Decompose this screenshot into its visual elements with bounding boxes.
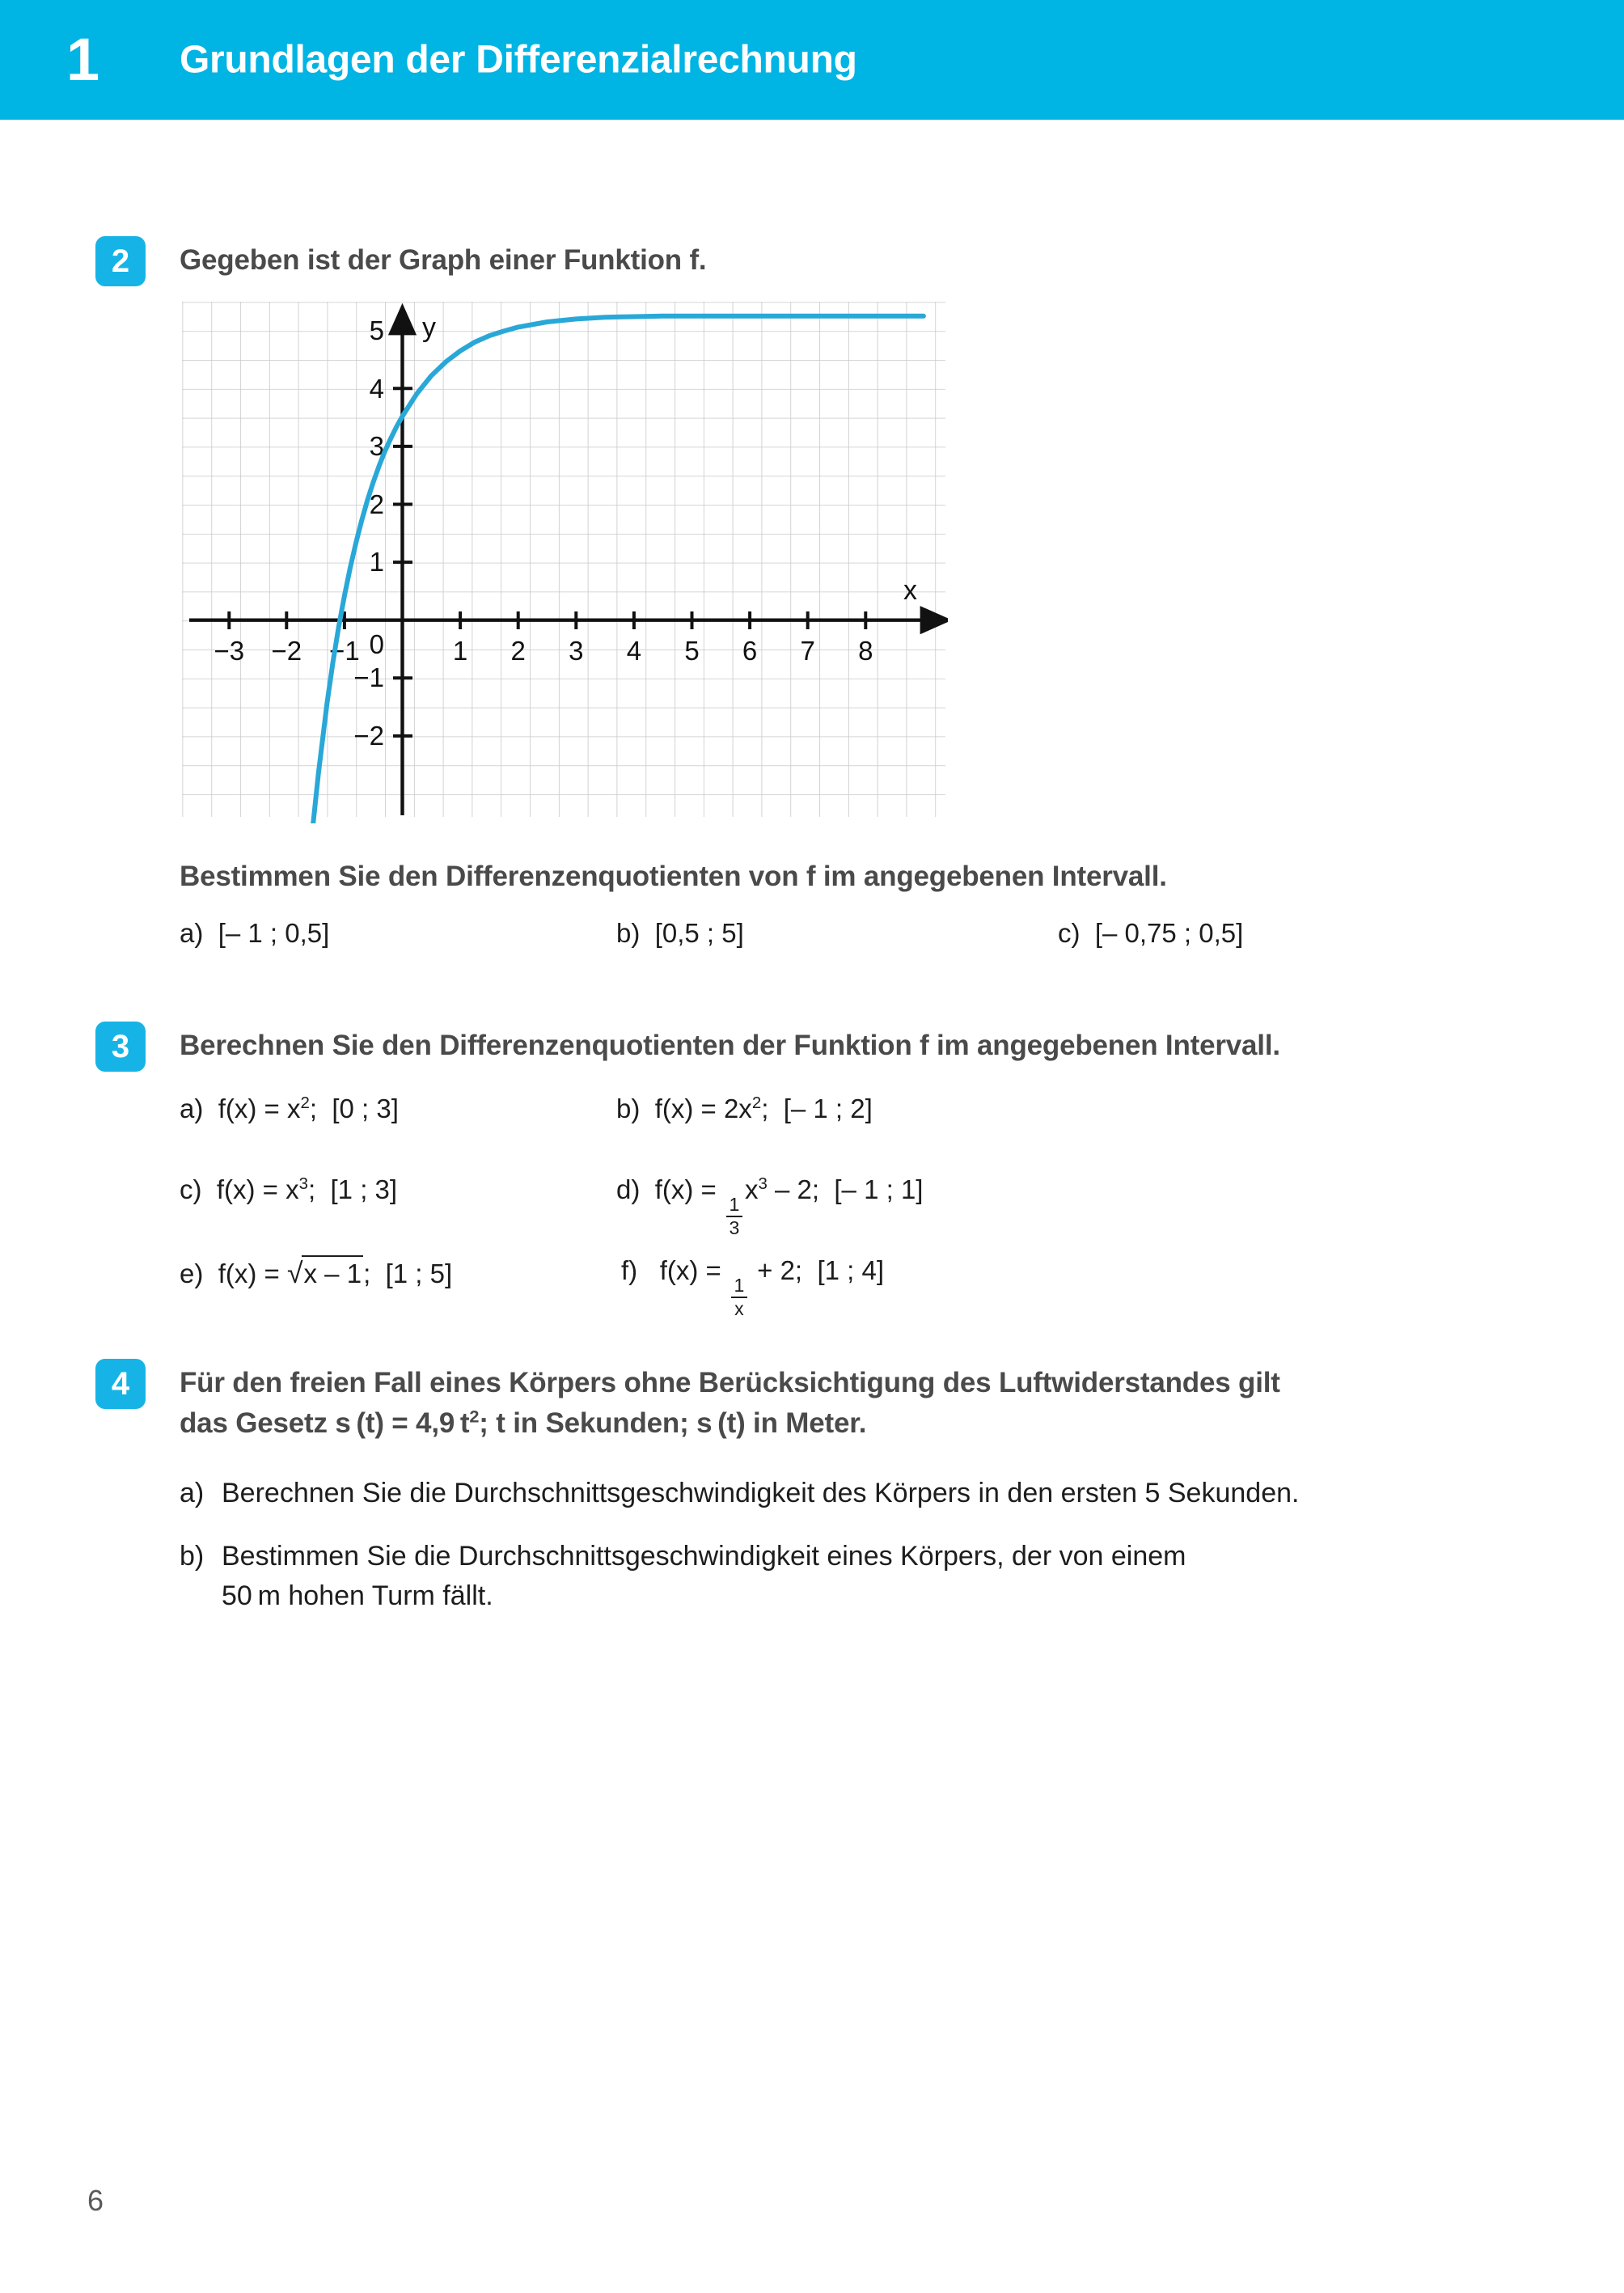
item-base: 2x (723, 1094, 752, 1123)
item-function: f(x) = (218, 1094, 280, 1123)
item-interval: [0 ; 3] (332, 1094, 399, 1123)
exercise-3-item-c (180, 1174, 397, 1205)
x-tick-label: −1 (329, 636, 360, 666)
item-exponent: 2 (300, 1094, 310, 1112)
radicand: x – 1 (302, 1255, 364, 1289)
item-label: b) (180, 1541, 205, 1572)
item-tail: ; (761, 1094, 769, 1123)
item-label: c) (1058, 918, 1081, 948)
item-label: f) (621, 1255, 638, 1285)
law-suffix: ; t in Sekunden; s (t) in Meter. (479, 1407, 867, 1439)
exercise-4-item-a (180, 1474, 1554, 1513)
item-function: f(x) = (218, 1259, 280, 1288)
item-label: b) (616, 918, 641, 948)
item-tail: ; (363, 1259, 371, 1288)
item-line: Bestimmen Sie die Durchschnittsgeschwindigkeit eines Körpers, der von einem (222, 1541, 1186, 1572)
fraction (731, 1276, 747, 1318)
exercise-3-badge: 3 (95, 1022, 146, 1072)
item-function: f(x) = (654, 1174, 717, 1204)
chapter-number: 1 (66, 26, 99, 93)
exercise-2-item-a (180, 918, 329, 949)
item-interval: [– 1 ; 2] (783, 1094, 873, 1123)
exercise-3-item-b (616, 1094, 873, 1124)
exercise-4-heading-line-2 (180, 1403, 866, 1444)
x-tick-label: 4 (626, 636, 642, 666)
law-exponent: 2 (469, 1406, 480, 1427)
y-tick-label: 3 (369, 431, 384, 461)
item-function: f(x) = (654, 1094, 717, 1123)
y-tick-label: 1 (369, 547, 384, 577)
square-root (287, 1255, 363, 1290)
chapter-title: Grundlagen der Differenzialrechnung (180, 38, 857, 82)
exercise-3-heading: Berechnen Sie den Differenzenquotienten der Funktion f im angegebenen Intervall. (180, 1030, 1280, 1061)
fraction-denominator: 3 (729, 1216, 740, 1238)
item-value: [0,5 ; 5] (654, 918, 744, 948)
fraction-denominator: x (734, 1297, 744, 1319)
exercise-4-heading-line-1: Für den freien Fall eines Körpers ohne Berücksichtigung des Luftwiderstandes gilt (180, 1367, 1280, 1398)
chapter-header-band (0, 0, 1624, 120)
x-tick-label: 3 (569, 636, 584, 666)
item-interval: [1 ; 5] (385, 1259, 453, 1288)
exercise-2-heading: Gegeben ist der Graph einer Funktion f. (180, 244, 707, 276)
exercise-2-item-c (1058, 918, 1243, 949)
x-tick-label: −2 (271, 636, 302, 666)
fraction-numerator: 1 (734, 1274, 745, 1296)
item-label: a) (180, 1478, 205, 1508)
exercise-3-item-d (616, 1174, 923, 1237)
x-tick-label: 7 (800, 636, 815, 666)
x-tick-label: 6 (742, 636, 758, 666)
item-exponent: 3 (758, 1174, 768, 1193)
item-b-line-1 (180, 1537, 1554, 1576)
item-base: x (285, 1174, 299, 1204)
exercise-2-badge: 2 (95, 236, 146, 286)
x-tick-label: 5 (684, 636, 700, 666)
y-tick-label: 4 (369, 374, 384, 404)
y-tick-label: −1 (353, 662, 384, 692)
function-graph (180, 298, 948, 827)
item-label: b) (616, 1094, 641, 1123)
exercise-4-item-b (180, 1537, 1554, 1617)
item-interval: [1 ; 4] (817, 1255, 884, 1285)
item-value: [– 0,75 ; 0,5] (1094, 918, 1244, 948)
item-tail: ; (307, 1174, 316, 1204)
item-label: e) (180, 1259, 204, 1288)
exercise-3-item-e (180, 1255, 452, 1290)
item-function: f(x) = (216, 1174, 278, 1204)
exercise-4-badge: 4 (95, 1359, 146, 1409)
graph-grid (182, 302, 945, 817)
item-line: Berechnen Sie die Durchschnittsgeschwindigkeit des Körpers in den ersten 5 Sekunden. (222, 1478, 1300, 1508)
item-b-line-2: 50 m hohen Turm fällt. (222, 1580, 493, 1612)
y-axis-label: y (422, 312, 436, 343)
radical-sign: √ (286, 1257, 303, 1289)
x-tick-label: 8 (858, 636, 873, 666)
item-value: [– 1 ; 0,5] (218, 918, 330, 948)
item-tail: ; (309, 1094, 317, 1123)
item-tail: + 2; (757, 1255, 803, 1285)
item-interval: [– 1 ; 1] (834, 1174, 924, 1204)
item-function: f(x) = (659, 1255, 721, 1285)
y-tick-label: 2 (369, 489, 384, 519)
item-interval: [1 ; 3] (330, 1174, 398, 1204)
item-base: x (286, 1094, 301, 1123)
item-exponent: 2 (751, 1094, 762, 1112)
x-tick-label: 2 (510, 636, 526, 666)
page-number: 6 (87, 2184, 104, 2217)
law-prefix: das Gesetz s (t) = 4,9 t (180, 1407, 470, 1439)
y-tick-label: 5 (369, 315, 384, 345)
x-tick-label: 1 (452, 636, 468, 666)
item-label: a) (180, 918, 204, 948)
item-label: c) (180, 1174, 202, 1204)
exercise-3-item-f (621, 1255, 884, 1318)
exercise-2-subheading: Bestimmen Sie den Differenzenquotienten von f im angegebenen Intervall. (180, 861, 1167, 892)
item-exponent: 3 (298, 1174, 308, 1193)
exercise-2-item-b (616, 918, 744, 949)
item-label: d) (616, 1174, 641, 1204)
y-tick-label: −2 (353, 721, 384, 751)
origin-label: 0 (369, 629, 384, 659)
function-graph-svg (180, 298, 948, 823)
item-base: x (744, 1174, 759, 1204)
item-label: a) (180, 1094, 204, 1123)
x-tick-label: −3 (214, 636, 245, 666)
x-axis-label: x (903, 575, 917, 606)
item-tail: – 2; (775, 1174, 820, 1204)
fraction-numerator: 1 (729, 1193, 740, 1215)
fraction (726, 1195, 742, 1237)
exercise-3-item-a (180, 1094, 399, 1124)
